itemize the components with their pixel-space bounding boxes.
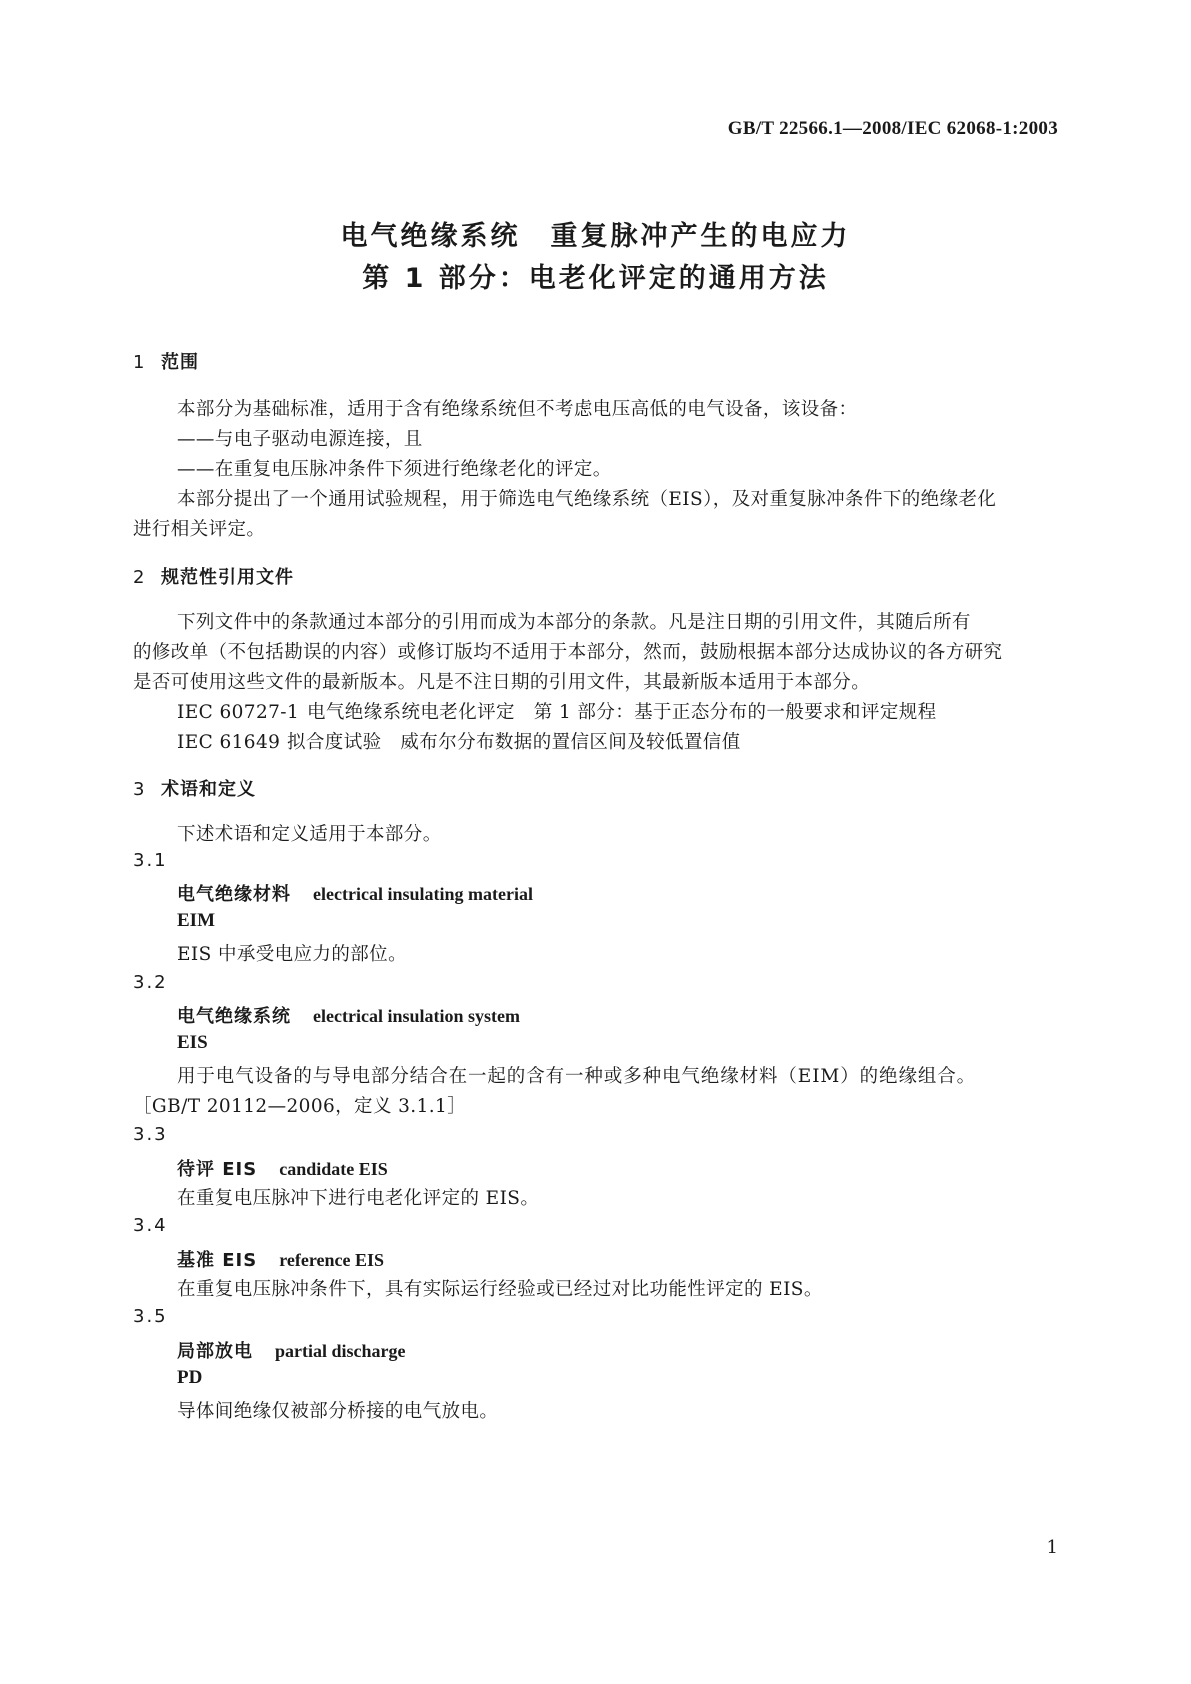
- document-title-line1: 电气绝缘系统 重复脉冲产生的电应力: [340, 221, 851, 252]
- section-title: 范围: [161, 352, 199, 373]
- term-number: 3.4: [133, 1215, 168, 1236]
- term-abbreviation: EIS: [177, 1032, 208, 1053]
- term-name-zh: 局部放电: [177, 1341, 253, 1362]
- section-1-paragraph: 本部分提出了一个通用试验规程，用于筛选电气绝缘系统（EIS），及对重复脉冲条件下的绝缘老化: [177, 489, 997, 510]
- term-name-en: reference EIS: [279, 1250, 385, 1270]
- term-name-zh: 待评 EIS: [177, 1159, 258, 1180]
- term-name-en: electrical insulating material: [313, 884, 533, 904]
- term-name-en: partial discharge: [275, 1341, 406, 1361]
- term-definition: 用于电气设备的与导电部分结合在一起的含有一种或多种电气绝缘材料（EIM）的绝缘组合。: [177, 1066, 977, 1087]
- section-1-heading: [133, 348, 199, 374]
- section-number: 3: [133, 779, 146, 800]
- reference-code: IEC 61649: [177, 732, 281, 753]
- term-abbreviation: PD: [177, 1367, 203, 1388]
- term-definition: 在重复电压脉冲下进行电老化评定的 EIS。: [177, 1188, 540, 1209]
- section-2-paragraph: 下列文件中的条款通过本部分的引用而成为本部分的条款。凡是注日期的引用文件，其随后所有: [177, 612, 971, 633]
- term-definition: 导体间绝缘仅被部分桥接的电气放电。: [177, 1401, 499, 1422]
- reference-title: 电气绝缘系统电老化评定 第 1 部分：基于正态分布的一般要求和评定规程: [307, 702, 937, 723]
- term-number: 3.1: [133, 850, 168, 871]
- normative-reference: [177, 698, 937, 724]
- section-number: 1: [133, 352, 146, 373]
- standard-code: GB/T 22566.1—2008/IEC 62068-1:2003: [727, 118, 1058, 139]
- normative-reference: [177, 728, 741, 754]
- term-definition: 在重复电压脉冲条件下，具有实际运行经验或已经过对比功能性评定的 EIS。: [177, 1279, 823, 1300]
- term-name-en: electrical insulation system: [313, 1006, 520, 1026]
- term-source: ［GB/T 20112—2006，定义 3.1.1］: [133, 1096, 467, 1117]
- term-name: [177, 1155, 388, 1181]
- section-3-intro: 下述术语和定义适用于本部分。: [177, 824, 442, 845]
- term-name-en: candidate EIS: [279, 1159, 388, 1179]
- term-number: 3.5: [133, 1306, 168, 1327]
- section-1-list-item: ——在重复电压脉冲条件下须进行绝缘老化的评定。: [177, 459, 612, 480]
- section-title: 术语和定义: [161, 779, 256, 800]
- reference-title: 拟合度试验 威布尔分布数据的置信区间及较低置信值: [287, 732, 741, 753]
- term-number: 3.2: [133, 972, 168, 993]
- term-name-zh: 电气绝缘系统: [177, 1006, 291, 1027]
- term-name: [177, 880, 533, 906]
- section-2-paragraph-continued: 的修改单（不包括勘误的内容）或修订版均不适用于本部分，然而，鼓励根据本部分达成协议的各方研究: [133, 642, 1003, 663]
- section-number: 2: [133, 567, 146, 588]
- section-1-paragraph-continued: 进行相关评定。: [133, 519, 266, 540]
- section-3-heading: [133, 775, 256, 801]
- term-name: [177, 1246, 384, 1272]
- term-name: [177, 1337, 406, 1363]
- term-name-zh: 电气绝缘材料: [177, 884, 291, 905]
- section-1-paragraph: 本部分为基础标准，适用于含有绝缘系统但不考虑电压高低的电气设备，该设备：: [177, 399, 858, 420]
- reference-code: IEC 60727-1: [177, 702, 300, 723]
- document-title-line2: 第 1 部分：电老化评定的通用方法: [362, 263, 829, 294]
- term-abbreviation: EIM: [177, 910, 215, 931]
- page-number: 1: [1046, 1537, 1058, 1558]
- term-name-zh: 基准 EIS: [177, 1250, 258, 1271]
- section-1-list-item: ——与电子驱动电源连接，且: [177, 429, 423, 450]
- section-2-paragraph-continued: 是否可使用这些文件的最新版本。凡是不注日期的引用文件，其最新版本适用于本部分。: [133, 672, 871, 693]
- term-definition: EIS 中承受电应力的部位。: [177, 944, 407, 965]
- section-title: 规范性引用文件: [161, 567, 294, 588]
- section-2-heading: [133, 563, 294, 589]
- term-name: [177, 1002, 520, 1028]
- term-number: 3.3: [133, 1124, 168, 1145]
